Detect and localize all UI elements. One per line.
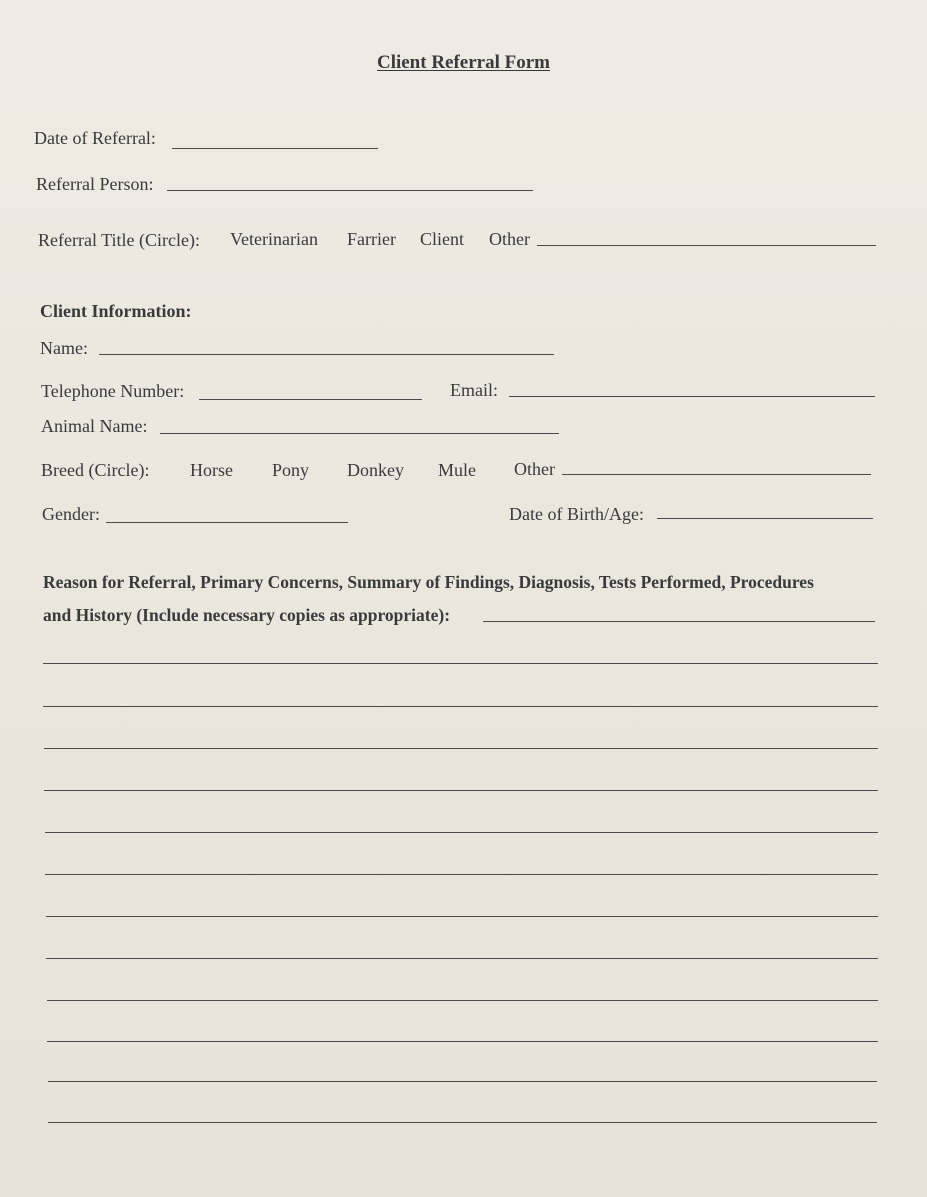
breed-option-horse[interactable]: Horse xyxy=(190,460,233,480)
reason-writing-line[interactable] xyxy=(45,874,878,875)
referral-title-option-farrier[interactable]: Farrier xyxy=(347,229,396,249)
gender-field[interactable] xyxy=(106,522,348,523)
name-label: Name: xyxy=(40,338,88,358)
referral-title-other-field[interactable] xyxy=(537,245,876,246)
breed-option-pony[interactable]: Pony xyxy=(272,460,310,480)
breed-option-donkey[interactable]: Donkey xyxy=(347,460,404,480)
referral-title-label: Referral Title (Circle): xyxy=(38,230,200,250)
client-information-heading: Client Information: xyxy=(40,301,192,321)
form-title: Client Referral Form xyxy=(376,52,551,73)
referral-title-option-client[interactable]: Client xyxy=(420,229,464,249)
reason-writing-line[interactable] xyxy=(48,1122,877,1123)
email-field[interactable] xyxy=(509,396,875,397)
animal-name-label: Animal Name: xyxy=(41,416,148,436)
reason-inline-field[interactable] xyxy=(483,621,875,622)
breed-option-other[interactable]: Other xyxy=(514,459,555,479)
reason-writing-line[interactable] xyxy=(44,748,878,749)
reason-writing-line[interactable] xyxy=(44,790,878,791)
reason-heading-line-2: and History (Include necessary copies as appropriate): xyxy=(43,605,451,625)
date-of-birth-age-label: Date of Birth/Age: xyxy=(509,504,644,524)
reason-writing-line[interactable] xyxy=(47,1041,878,1042)
gender-label: Gender: xyxy=(42,504,100,524)
referral-title-option-other[interactable]: Other xyxy=(489,229,530,249)
reason-writing-line[interactable] xyxy=(45,832,878,833)
breed-label: Breed (Circle): xyxy=(41,460,150,480)
name-field[interactable] xyxy=(99,354,554,355)
animal-name-field[interactable] xyxy=(160,433,559,434)
reason-writing-line[interactable] xyxy=(43,706,878,707)
reason-writing-line[interactable] xyxy=(47,1000,878,1001)
reason-writing-line[interactable] xyxy=(46,958,878,959)
reason-writing-line[interactable] xyxy=(43,663,878,664)
reason-writing-line[interactable] xyxy=(46,916,878,917)
referral-person-field[interactable] xyxy=(167,190,533,191)
date-of-referral-field[interactable] xyxy=(172,148,378,149)
reason-writing-line[interactable] xyxy=(48,1081,877,1082)
date-of-referral-label: Date of Referral: xyxy=(34,128,156,148)
referral-title-option-veterinarian[interactable]: Veterinarian xyxy=(230,229,318,249)
breed-option-mule[interactable]: Mule xyxy=(438,460,476,480)
email-label: Email: xyxy=(450,380,498,400)
referral-person-label: Referral Person: xyxy=(36,174,154,194)
date-of-birth-age-field[interactable] xyxy=(657,518,873,519)
reason-heading-line-1: Reason for Referral, Primary Concerns, Summary of Findings, Diagnosis, Tests Performed, Procedures xyxy=(43,572,814,592)
telephone-field[interactable] xyxy=(199,399,422,400)
telephone-label: Telephone Number: xyxy=(41,381,185,401)
breed-other-field[interactable] xyxy=(562,474,871,475)
